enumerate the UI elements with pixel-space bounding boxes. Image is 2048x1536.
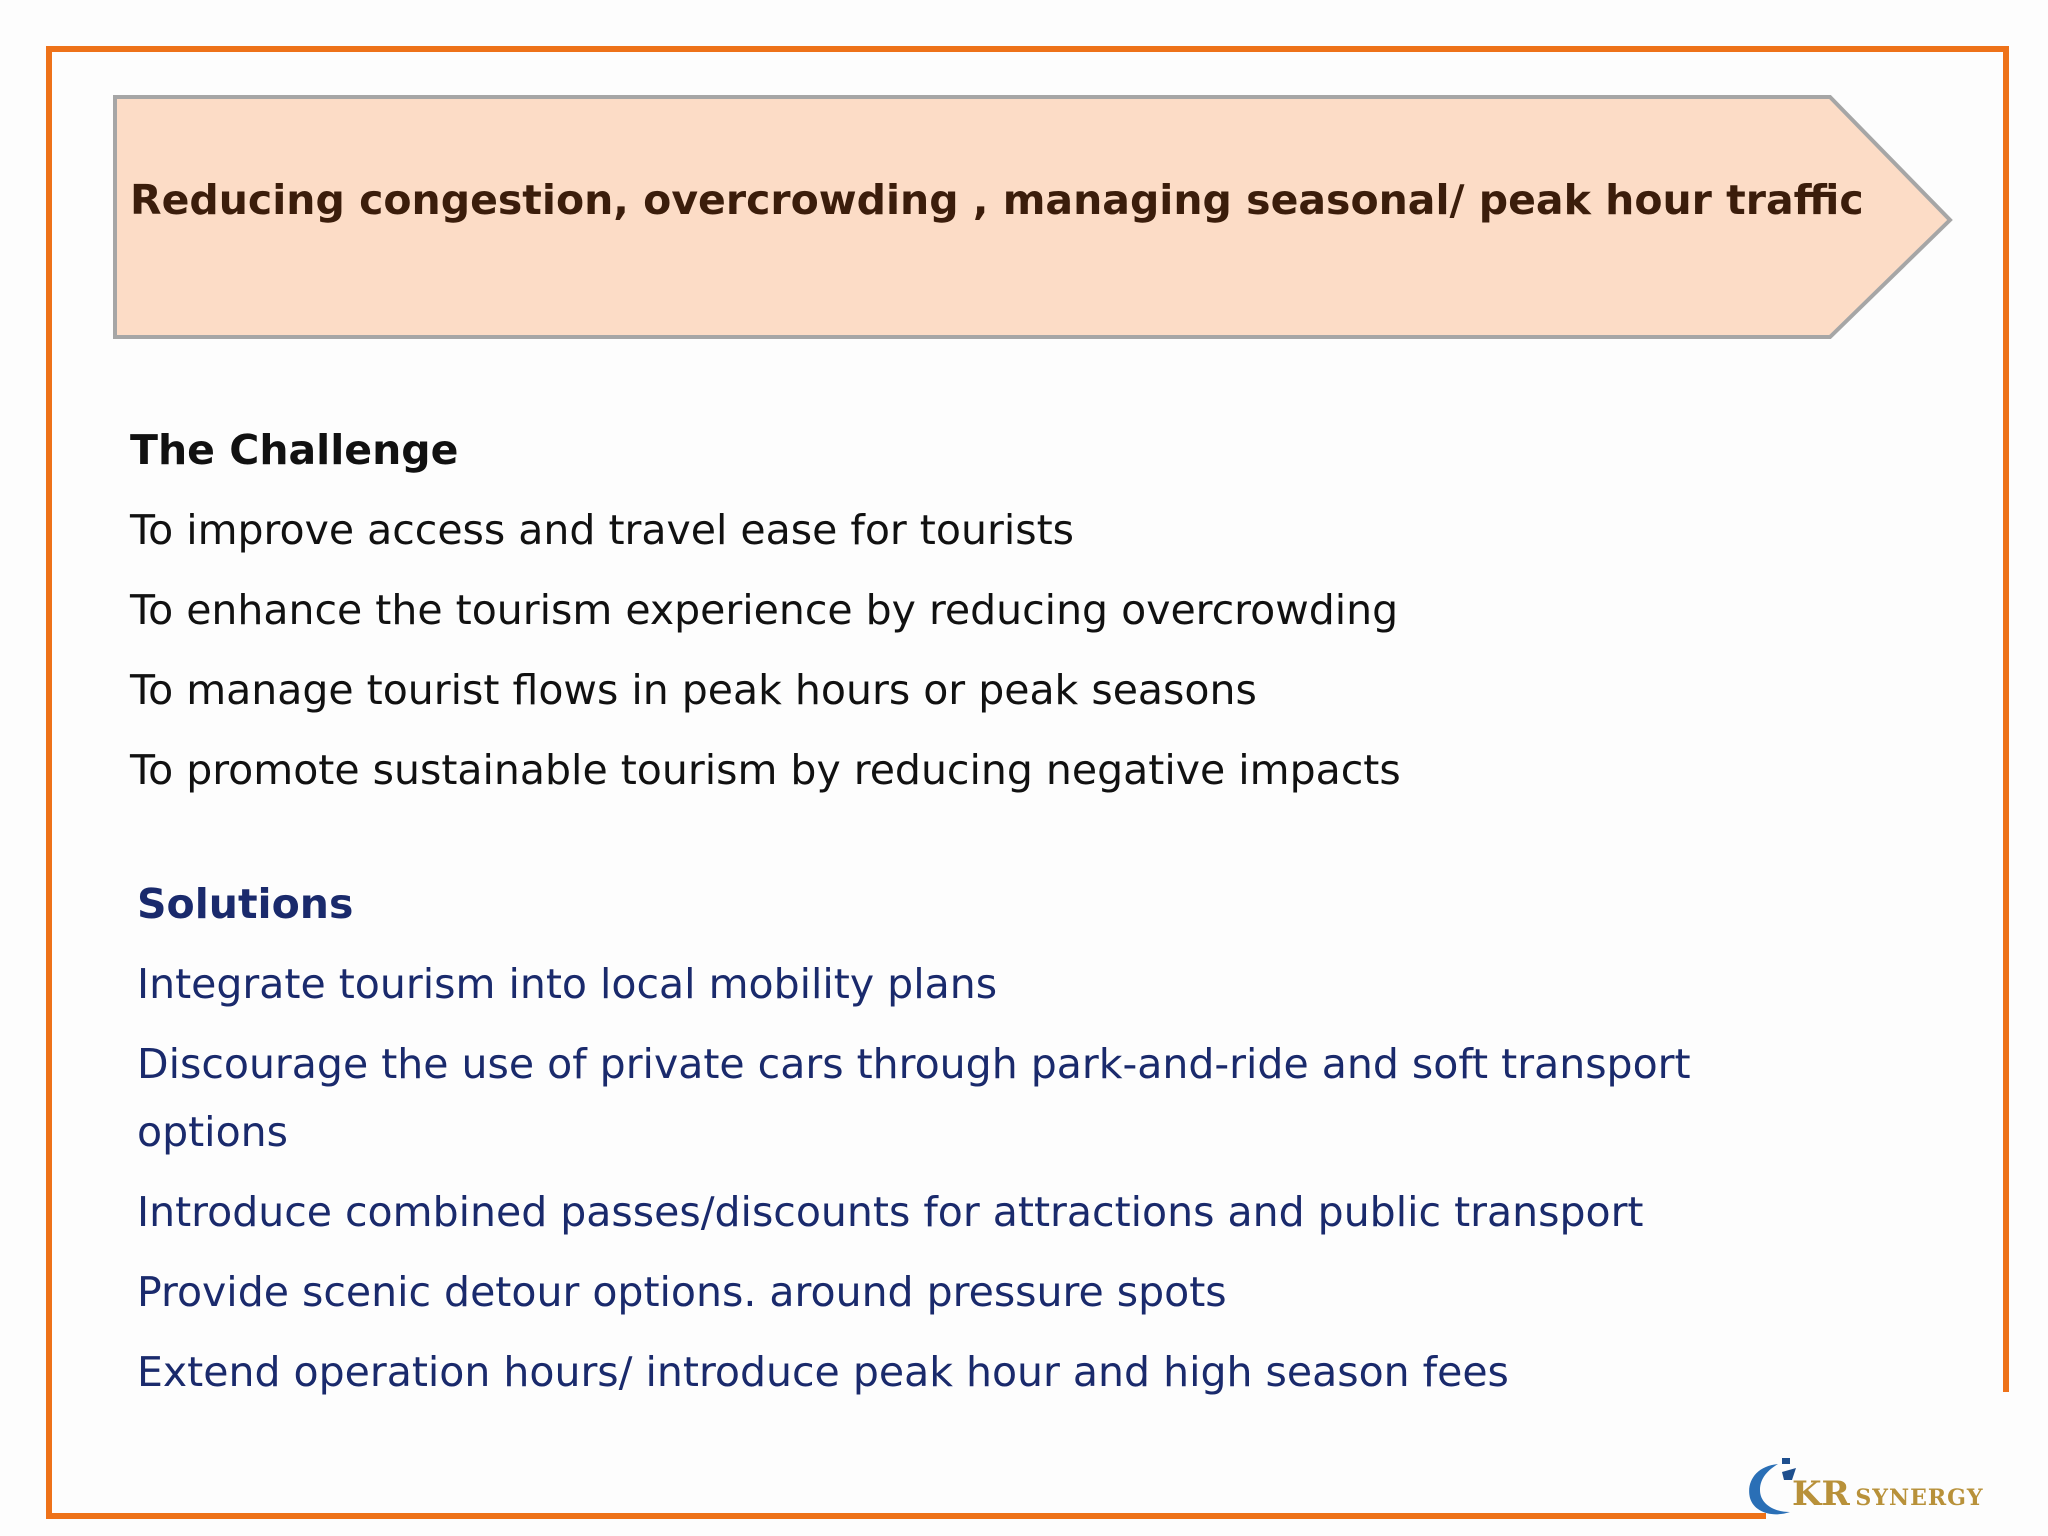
- challenge-section: [130, 410, 1401, 810]
- challenge-heading: The Challenge: [130, 426, 459, 474]
- banner-title: Reducing congestion, overcrowding , managing seasonal/ peak hour traffic: [130, 176, 1864, 224]
- solutions-item: Extend operation hours/ introduce peak hour and high season fees: [137, 1348, 1509, 1396]
- solutions-item: Integrate tourism into local mobility plans: [137, 960, 998, 1008]
- frame-border-left: [46, 46, 52, 1519]
- solutions-section: [137, 864, 1777, 1412]
- logo-synergy-text: SYNERGY: [1855, 1485, 1984, 1511]
- logo-wordmark: [1792, 1474, 1984, 1514]
- frame-border-right: [2003, 46, 2009, 1392]
- challenge-item: To promote sustainable tourism by reducing negative impacts: [130, 746, 1401, 794]
- logo-kr-text: KR: [1792, 1474, 1850, 1514]
- kr-synergy-logo: [1730, 1454, 2010, 1526]
- solutions-item: Introduce combined passes/discounts for attractions and public transport: [137, 1188, 1644, 1236]
- solutions-heading: Solutions: [137, 880, 354, 928]
- challenge-item: To enhance the tourism experience by reducing overcrowding: [130, 586, 1399, 634]
- solutions-item: Provide scenic detour options. around pressure spots: [137, 1268, 1227, 1316]
- frame-border-bottom: [46, 1513, 1766, 1519]
- solutions-item: Discourage the use of private cars through park-and-ride and soft transport options: [137, 1040, 1691, 1156]
- challenge-item: To manage tourist flows in peak hours or peak seasons: [130, 666, 1257, 714]
- frame-border-top: [46, 46, 2009, 52]
- challenge-item: To improve access and travel ease for tourists: [130, 506, 1075, 554]
